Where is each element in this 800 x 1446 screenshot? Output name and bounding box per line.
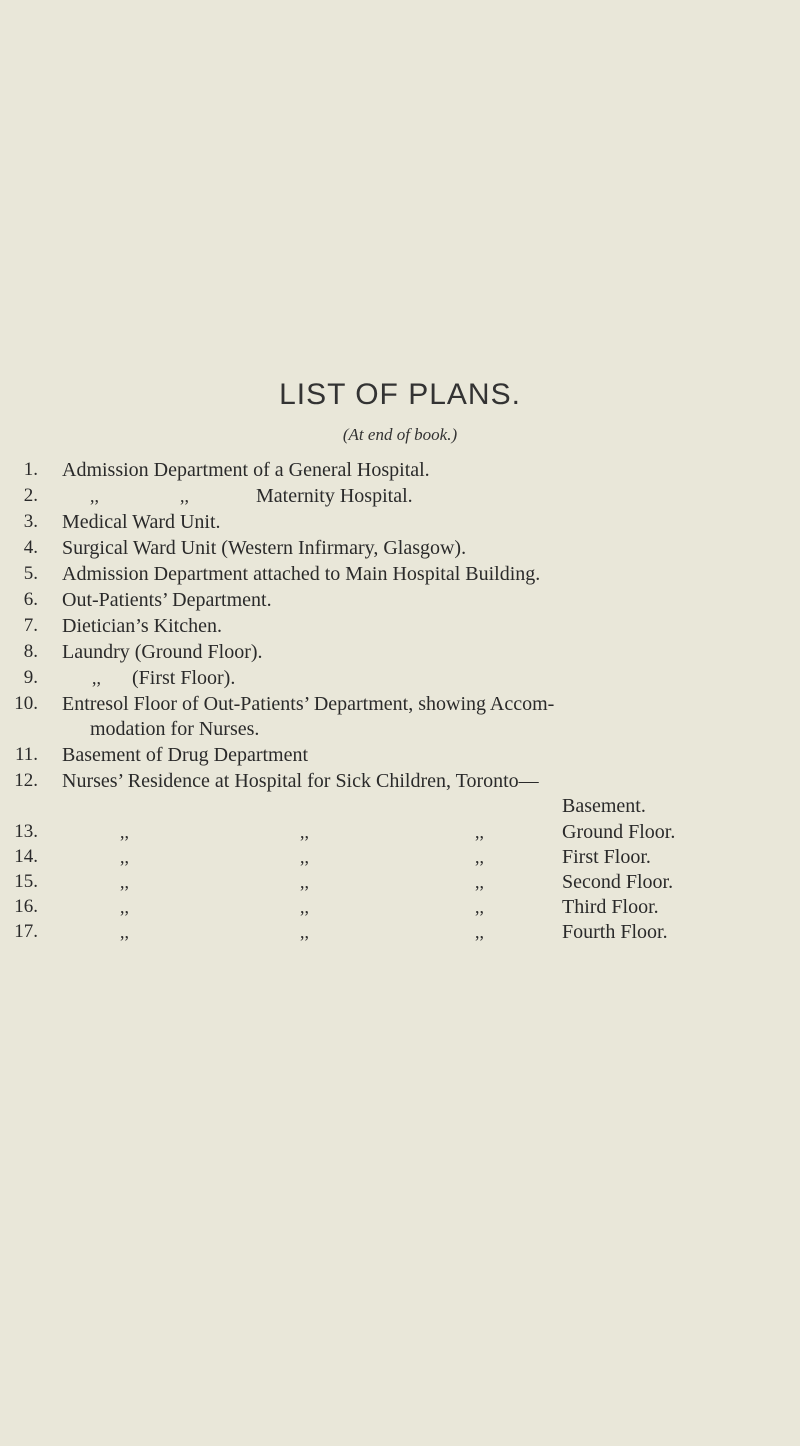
item-text: (First Floor). <box>132 667 236 689</box>
ditto-mark: ,, <box>300 897 309 917</box>
item-number: 14. <box>14 846 38 867</box>
item-text: Ground Floor. <box>562 821 676 843</box>
item-text: Second Floor. <box>562 871 674 893</box>
ditto-mark: ,, <box>120 872 129 892</box>
page-title: LIST OF PLANS. <box>279 378 521 411</box>
item-number: 15. <box>14 871 38 892</box>
page-subtitle: (At end of book.) <box>342 425 458 444</box>
item-text: Medical Ward Unit. <box>62 511 221 533</box>
item-text: Third Floor. <box>562 896 659 918</box>
ditto-mark: ,, <box>300 872 309 892</box>
item-text: Admission Department of a General Hospital. <box>62 459 430 481</box>
ditto-mark: ,, <box>300 847 309 867</box>
ditto-mark: ,, <box>120 847 129 867</box>
item-text: Maternity Hospital. <box>256 485 413 507</box>
ditto-mark: ,, <box>475 897 484 917</box>
item-number: 9. <box>23 667 38 688</box>
item-number: 17. <box>14 921 38 942</box>
item-number: 3. <box>23 511 38 532</box>
item-text: Admission Department attached to Main Hospital Building. <box>62 563 541 585</box>
item-text: Basement of Drug Department <box>62 744 309 766</box>
item-number: 6. <box>23 589 38 610</box>
ditto-mark: ,, <box>300 822 309 842</box>
ditto-mark: ,, <box>180 486 189 506</box>
ditto-mark: ,, <box>120 922 129 942</box>
item-text: First Floor. <box>562 846 651 868</box>
ditto-mark: ,, <box>300 922 309 942</box>
item-text: Basement. <box>562 795 646 817</box>
item-text: Surgical Ward Unit (Western Infirmary, Glasgow). <box>62 537 467 559</box>
item-number: 8. <box>23 641 38 662</box>
item-number: 10. <box>14 693 38 714</box>
item-text: Laundry (Ground Floor). <box>62 641 263 663</box>
item-number: 2. <box>23 485 38 506</box>
item-text: Out-Patients’ Department. <box>62 589 272 611</box>
ditto-mark: ,, <box>475 922 484 942</box>
item-number: 1. <box>23 459 38 480</box>
item-number: 12. <box>14 770 38 791</box>
ditto-mark: ,, <box>92 668 101 688</box>
item-text: Fourth Floor. <box>562 921 668 943</box>
ditto-mark: ,, <box>475 872 484 892</box>
item-number: 13. <box>14 821 38 842</box>
ditto-mark: ,, <box>120 897 129 917</box>
item-text: Nurses’ Residence at Hospital for Sick Children, Toronto— <box>62 770 539 792</box>
item-text: Entresol Floor of Out-Patients’ Department, showing Accom- <box>62 693 555 715</box>
item-number: 4. <box>23 537 38 558</box>
item-number: 5. <box>23 563 38 584</box>
ditto-mark: ,, <box>475 822 484 842</box>
ditto-mark: ,, <box>475 847 484 867</box>
ditto-mark: ,, <box>120 822 129 842</box>
item-number: 7. <box>23 615 38 636</box>
item-text: modation for Nurses. <box>90 718 260 740</box>
item-number: 11. <box>14 744 38 765</box>
item-number: 16. <box>14 896 38 917</box>
item-text: Dietician’s Kitchen. <box>62 615 222 637</box>
ditto-mark: ,, <box>90 486 99 506</box>
